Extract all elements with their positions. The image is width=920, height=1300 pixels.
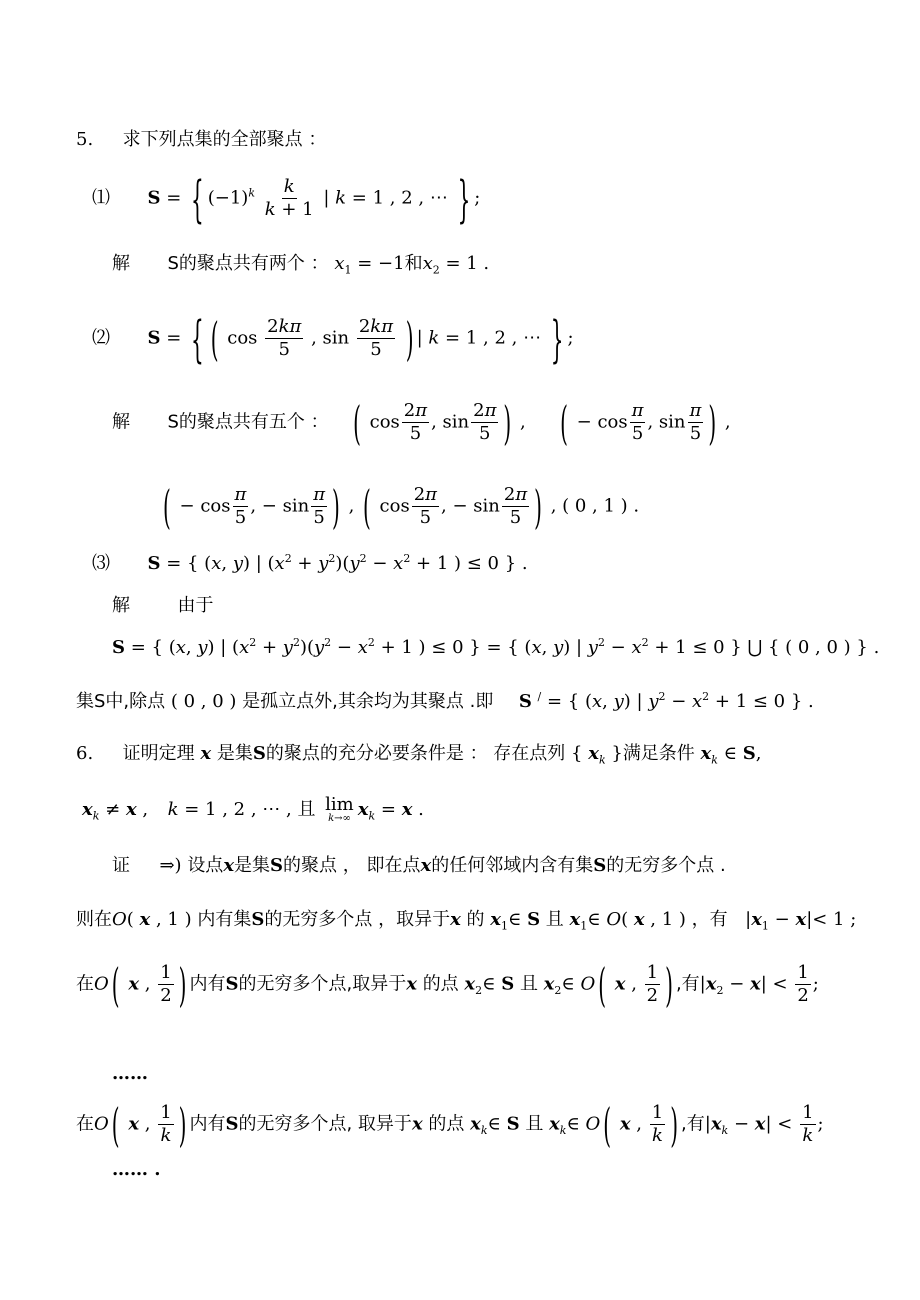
q6-proof-line1: 证 ⇒) 设点x是集S的聚点 ， 即在点x的任何邻域内含有集S的无穷多个点 . xyxy=(112,855,726,876)
q6-statement-e: 且 xyxy=(297,799,316,820)
q6-statement-cont: $x_k \ne x$ , k = 1 , 2 , ⋯ , 且 lim k→∞ $x_k = x$ . xyxy=(82,794,424,824)
q5-p2-label: ⑵ xyxy=(92,327,110,349)
q6-proof-arrow: ⇒) xyxy=(159,855,182,876)
q5-p3-conclusion-prefix: 集S中,除点 xyxy=(76,691,166,712)
q5-p1-answer: 解 S的聚点共有两个 ： $x_1 = -1$和$x_2 = 1$ . xyxy=(112,253,490,277)
q5-p3-label: ⑶ xyxy=(92,553,110,574)
q6-dots xyxy=(112,1062,148,1086)
q6-line2-c: 的无穷多个点 ，取异于 xyxy=(264,909,451,930)
q5-p1-answer-text: S的聚点共有两个 ： xyxy=(167,253,329,274)
q6-proof-a: 设点 xyxy=(187,855,224,876)
q6-statement: 6. 证明定理 x 是集S的聚点的充分必要条件是 ： 存在点列 { $x_k$ }满足条件 $x_k$ ∈ S, xyxy=(76,743,762,767)
q5-p3-equation: S = { (x, y) | $(x^2 + y^2)(y^2 - x^2 + 1$ ) ≤ 0 } = { (x, y) | $y^2 - x^2 + 1 \le 0$ } ⋃ { ( 0 , 0 ) } . xyxy=(112,636,880,658)
q5-heading xyxy=(76,128,326,152)
q6-statement-b: 是集 xyxy=(216,743,253,764)
q6-line2: 则在O( x , 1 ) 内有集S的无穷多个点 ，取异于x 的 $x_1\in$ S 且 $x_1\in$ O( x , 1 ) ，有 $|x_1 - x|< 1$ ; xyxy=(76,909,857,933)
q6-line2-b: 内有集 xyxy=(197,909,252,930)
q5-p3-answer-label: 解 xyxy=(112,595,130,616)
q6-line4: 在O ( x , $\frac{1}{k}$ ) 内有S的无穷多个点, 取异于x 的点 $x_k\in$ S 且 $x_k\in$ O ( x , $\frac{1}{k}$ ) ,有$|x_k - x|$ < $\frac{1}{k}$ ; xyxy=(76,1096,824,1153)
q5-p3-because: 由于 xyxy=(177,595,214,616)
q5-p2-answer-label: 解 xyxy=(112,411,130,433)
q6-dots-text: …… xyxy=(112,1063,148,1084)
q5-title: 求下列点集的全部聚点 ： xyxy=(122,129,327,150)
q6-proof-c: 的聚点 ， 即在点 xyxy=(283,855,421,876)
q6-line4-b: 内有 xyxy=(189,1113,226,1135)
q5-p2-answer-text: S的聚点共有五个 ： xyxy=(167,411,329,433)
q6-line3-b: 内有 xyxy=(189,973,226,995)
q5-p1: ⑴ S = { $(-1)^k$ $\frac{k}{k + 1}$ | k = 1 , 2 , ⋯ } ; xyxy=(92,168,481,229)
q5-p3-conclusion: 集S中,除点 ( 0 , 0 ) 是孤立点外,其余均为其聚点 .即 S / = { (x, y) | $y^2 - x^2 + 1 \le 0$ } . xyxy=(76,690,814,712)
q6-proof-e: 的无穷多个点 . xyxy=(606,855,726,876)
q6-line3-c: 的无穷多个点,取异于 xyxy=(238,973,407,995)
q5-p3-answer xyxy=(112,594,213,618)
q6-line4-a: 在 xyxy=(76,1113,94,1135)
q6-proof-b: 是集 xyxy=(234,855,271,876)
q6-number: 6. xyxy=(76,743,94,764)
q5-number: 5. xyxy=(76,129,94,150)
q6-line2-f: ，有 xyxy=(691,909,728,930)
q5-p3-conclusion-middle: 是孤立点外,其余均为其聚点 .即 xyxy=(242,691,494,712)
q5-p1-answer-label: 解 xyxy=(112,253,130,274)
q6-line4-c: 的无穷多个点, 取异于 xyxy=(238,1113,412,1135)
q6-line3-a: 在 xyxy=(76,973,94,995)
q6-dots-end-text: …… . xyxy=(112,1159,161,1180)
q6-proof-label: 证 xyxy=(112,855,130,876)
q5-p2-answer-cont: ( − cos $\frac{\pi}{5}$ , − sin $\frac{\pi}{5}$ ) , ( cos $\frac{2\pi}{5}$ , − sin $\frac{2\pi}{5}$ ) , ( 0 , 1 ) . xyxy=(163,478,640,535)
q6-line4-e: 且 xyxy=(525,1113,544,1135)
q6-line3: 在O ( x , $\frac{1}{2}$ ) 内有S的无穷多个点,取异于x 的点 $x_2\in$ S 且 $x_2\in$ O ( x , $\frac{1}{2}$ ) ,有$|x_2 - x|$ < $\frac{1}{2}$ ; xyxy=(76,956,819,1013)
q6-line3-f: ,有 xyxy=(675,973,700,995)
q6-statement-c: 的聚点的充分必要条件是 ： 存在点列 xyxy=(265,743,566,764)
q6-line4-d: 的点 xyxy=(428,1113,465,1135)
q6-line3-d: 的点 xyxy=(422,973,459,995)
q5-p1-and: 和 xyxy=(404,253,423,274)
q6-line4-f: ,有 xyxy=(681,1113,705,1135)
q5-p3: ⑶ S = { (x, y) | $(x^2 + y^2)(y^2 - x^2 + 1$ ) ≤ 0 } . xyxy=(92,552,528,574)
q6-dots-end xyxy=(112,1158,161,1182)
q6-line3-e: 且 xyxy=(519,973,538,995)
q5-p2-answer: 解 S的聚点共有五个 ： ( cos $\frac{2\pi}{5}$ , sin $\frac{2\pi}{5}$ ) , ( − cos $\frac{\pi}{5}$ , sin $\frac{\pi}{5}$ ) , xyxy=(112,394,731,451)
q5-p2: ⑵ S = { ( cos $\frac{2k\pi}{5}$ , sin $\frac{2k\pi}{5}$ ) | k = 1 , 2 , ⋯ } ; xyxy=(92,308,574,369)
q5-p1-label: ⑴ xyxy=(92,187,110,209)
q6-line2-e: 且 xyxy=(545,909,564,930)
q6-line2-a: 则在 xyxy=(76,909,112,930)
q6-statement-a: 证明定理 xyxy=(122,743,195,764)
q6-line2-d: 的 xyxy=(466,909,485,930)
q6-statement-d: 满足条件 xyxy=(622,743,695,764)
q6-proof-d: 的任何邻域内含有集 xyxy=(431,855,594,876)
